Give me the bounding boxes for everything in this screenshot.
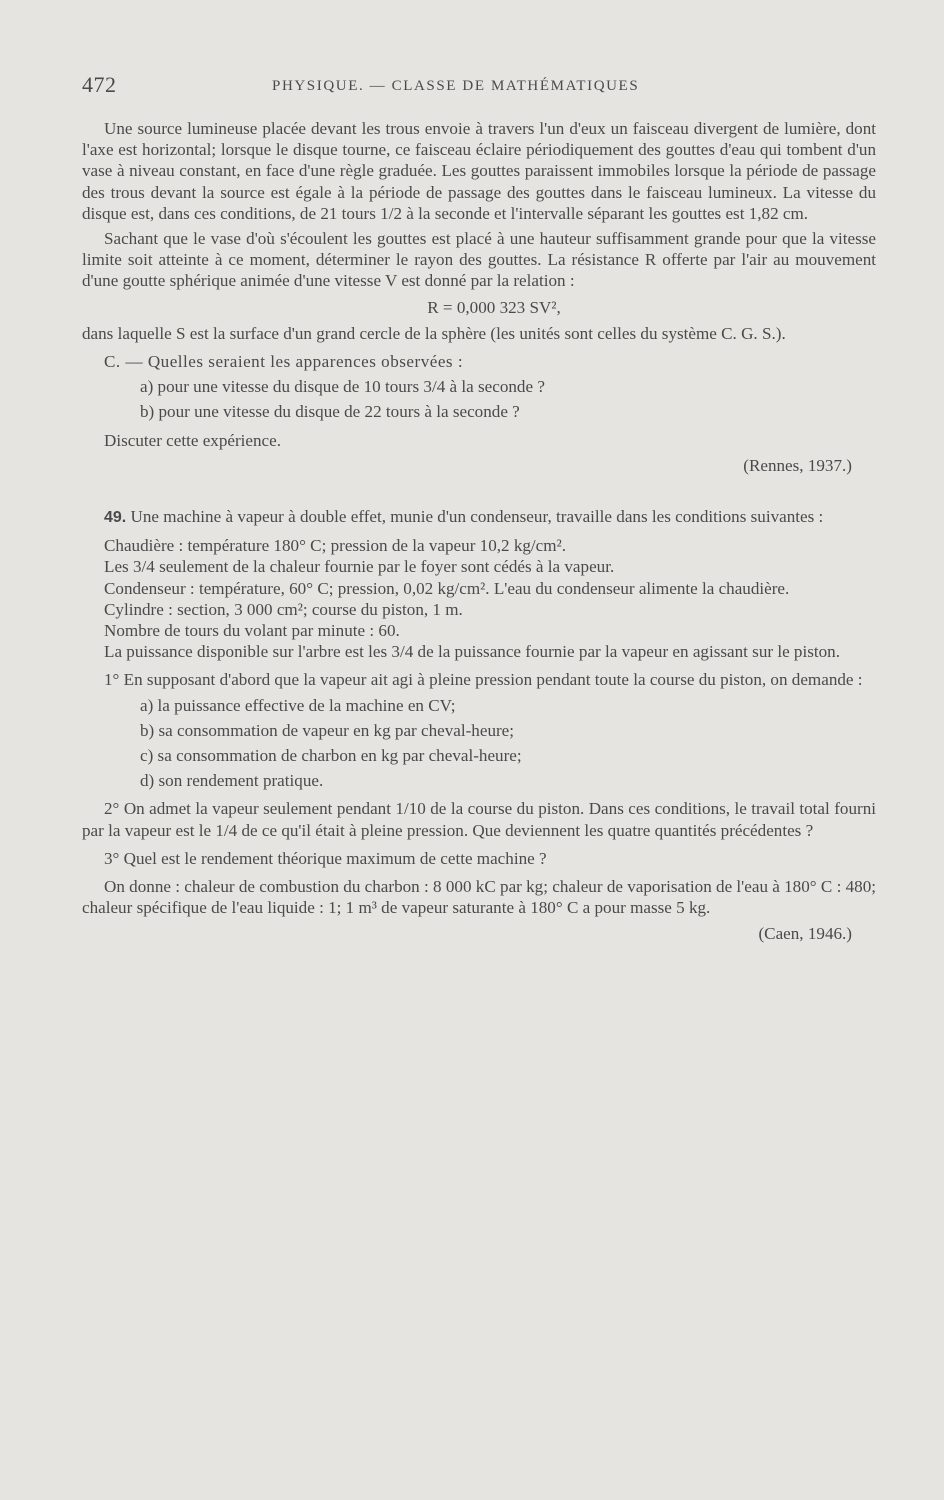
chaudiere-spec: Chaudière : température 180° C; pression de la vapeur 10,2 kg/cm². [104, 536, 566, 556]
cylindre-spec: Cylindre : section, 3 000 cm²; course du piston, 1 m. [104, 599, 463, 619]
problem-49-number: 49. [104, 509, 127, 527]
problem-48-paragraph-1: Une source lumineuse placée devant les trous envoie à travers l'un d'eux un faisceau divergent de lumière, dont l'axe est horizontal; lorsque le disque tourne, ce faisceau éclaire périodiquement des gouttes d'eau qui tombent d'un vase à niveau constant, en face d'une règle graduée. Les gouttes paraissent immobiles lorsque la période de passage des trous devant la source est égale à la période de passage des gouttes dans le faisceau lumineux. La vitesse du disque est, dans ces conditions, de 21 tours 1/2 à la seconde et l'intervalle séparant les gouttes est 1,82 cm. [82, 119, 876, 223]
tours-spec: Nombre de tours du volant par minute : 60. [104, 621, 400, 641]
problem-48-paragraph-3: dans laquelle S est la surface d'un grand cercle de la sphère (les unités sont celles du système C. G. S.). [82, 323, 786, 343]
resistance-formula: R = 0,000 323 SV², [427, 297, 561, 317]
question-3: 3° Quel est le rendement théorique maximum de cette machine ? [104, 848, 547, 868]
running-title: PHYSIQUE. — CLASSE DE MATHÉMATIQUES [272, 78, 640, 94]
problem-49-intro [82, 506, 876, 528]
problem-49-source: (Caen, 1946.) [758, 923, 852, 943]
question-1-item-b: b) sa consommation de vapeur en kg par cheval-heure; [140, 720, 515, 740]
question-1: 1° En supposant d'abord que la vapeur ait agi à pleine pression pendant toute la course du piston, on demande : [104, 670, 863, 690]
condenseur-spec: Condenseur : température, 60° C; pression, 0,02 kg/cm². L'eau du condenseur alimente la chaudière. [104, 578, 790, 598]
puissance-spec: La puissance disponible sur l'arbre est les 3/4 de la puissance fournie par la vapeur en agissant sur le piston. [104, 642, 840, 662]
question-1-item-a: a) la puissance effective de la machine en CV; [140, 695, 456, 715]
part-c-question: C. — Quelles seraient les apparences observées : [104, 352, 464, 372]
discussion-prompt: Discuter cette expérience. [104, 430, 282, 450]
problem-48-paragraph-2: Sachant que le vase d'où s'écoulent les gouttes est placé à une hauteur suffisamment grande pour que la vitesse limite soit atteinte à ce moment, déterminer le rayon des gouttes. La résistance R offerte par l'air au mouvement d'une goutte sphérique animée d'une vitesse V est donné par la relation : [82, 229, 876, 291]
problem-48-source: (Rennes, 1937.) [743, 455, 852, 475]
page-number: 472 [82, 72, 117, 97]
question-2: 2° On admet la vapeur seulement pendant 1/10 de la course du piston. Dans ces conditions, le travail total fourni par la vapeur est le 1/4 de ce qu'il était à pleine pression. Que deviennent les quatre quantités précédentes ? [82, 799, 876, 840]
part-c-item-a: a) pour une vitesse du disque de 10 tours 3/4 à la seconde ? [140, 377, 545, 397]
problem-49-intro-text: Une machine à vapeur à double effet, munie d'un condenseur, travaille dans les conditions suivantes : [130, 507, 824, 527]
question-1-item-d: d) son rendement pratique. [140, 771, 324, 791]
page-header [82, 72, 878, 102]
page-body [82, 118, 876, 944]
given-data: On donne : chaleur de combustion du charbon : 8 000 kC par kg; chaleur de vaporisation de l'eau à 180° C : 480; chaleur spécifique de l'eau liquide : 1; 1 m³ de vapeur saturante à 180° C a pour masse 5 kg. [82, 877, 876, 918]
chaleur-spec: Les 3/4 seulement de la chaleur fournie par le foyer sont cédés à la vapeur. [104, 557, 615, 577]
part-c-item-b: b) pour une vitesse du disque de 22 tours à la seconde ? [140, 402, 520, 422]
question-1-item-c: c) sa consommation de charbon en kg par cheval-heure; [140, 746, 522, 766]
